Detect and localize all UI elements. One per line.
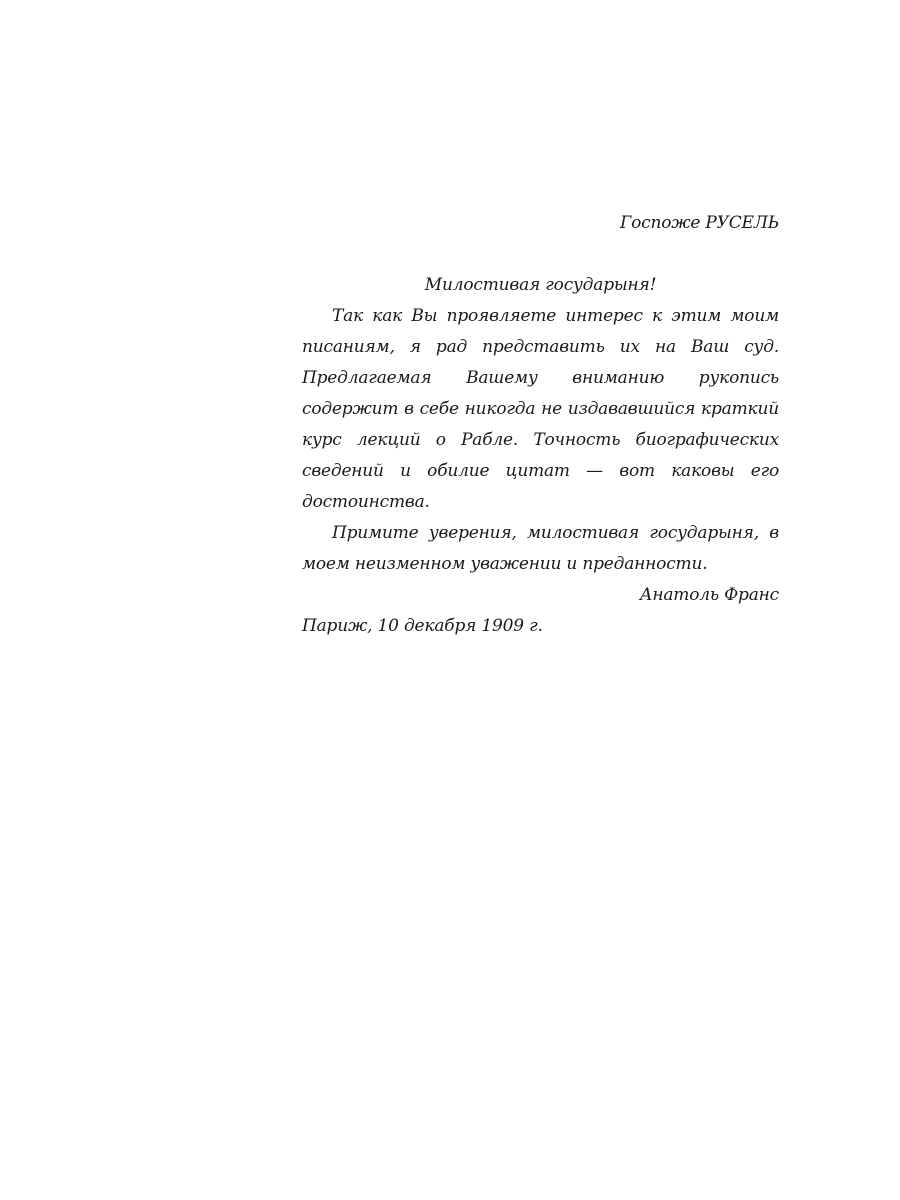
dedication: Госпоже РУСЕЛЬ	[620, 213, 779, 233]
letter-text-block	[302, 208, 779, 642]
salutation: Милостивая государыня!	[424, 275, 657, 295]
dateline: Париж, 10 декабря 1909 г.	[302, 616, 543, 636]
closing-paragraph: Примите уверения, милостивая государыня, в моем неизменном уважении и преданности.	[302, 523, 779, 574]
body-paragraph: Так как Вы проявляете интерес к этим моим писаниям, я рад представить их на Ваш суд. Предлагаемая Вашему вниманию рукопись содержит в себе никогда не издававшийся краткий курс лекций о Рабле. Точность биографических сведений и обилие цитат — вот каковы его достоинства.	[302, 306, 779, 512]
signature: Анатоль Франс	[639, 585, 779, 605]
